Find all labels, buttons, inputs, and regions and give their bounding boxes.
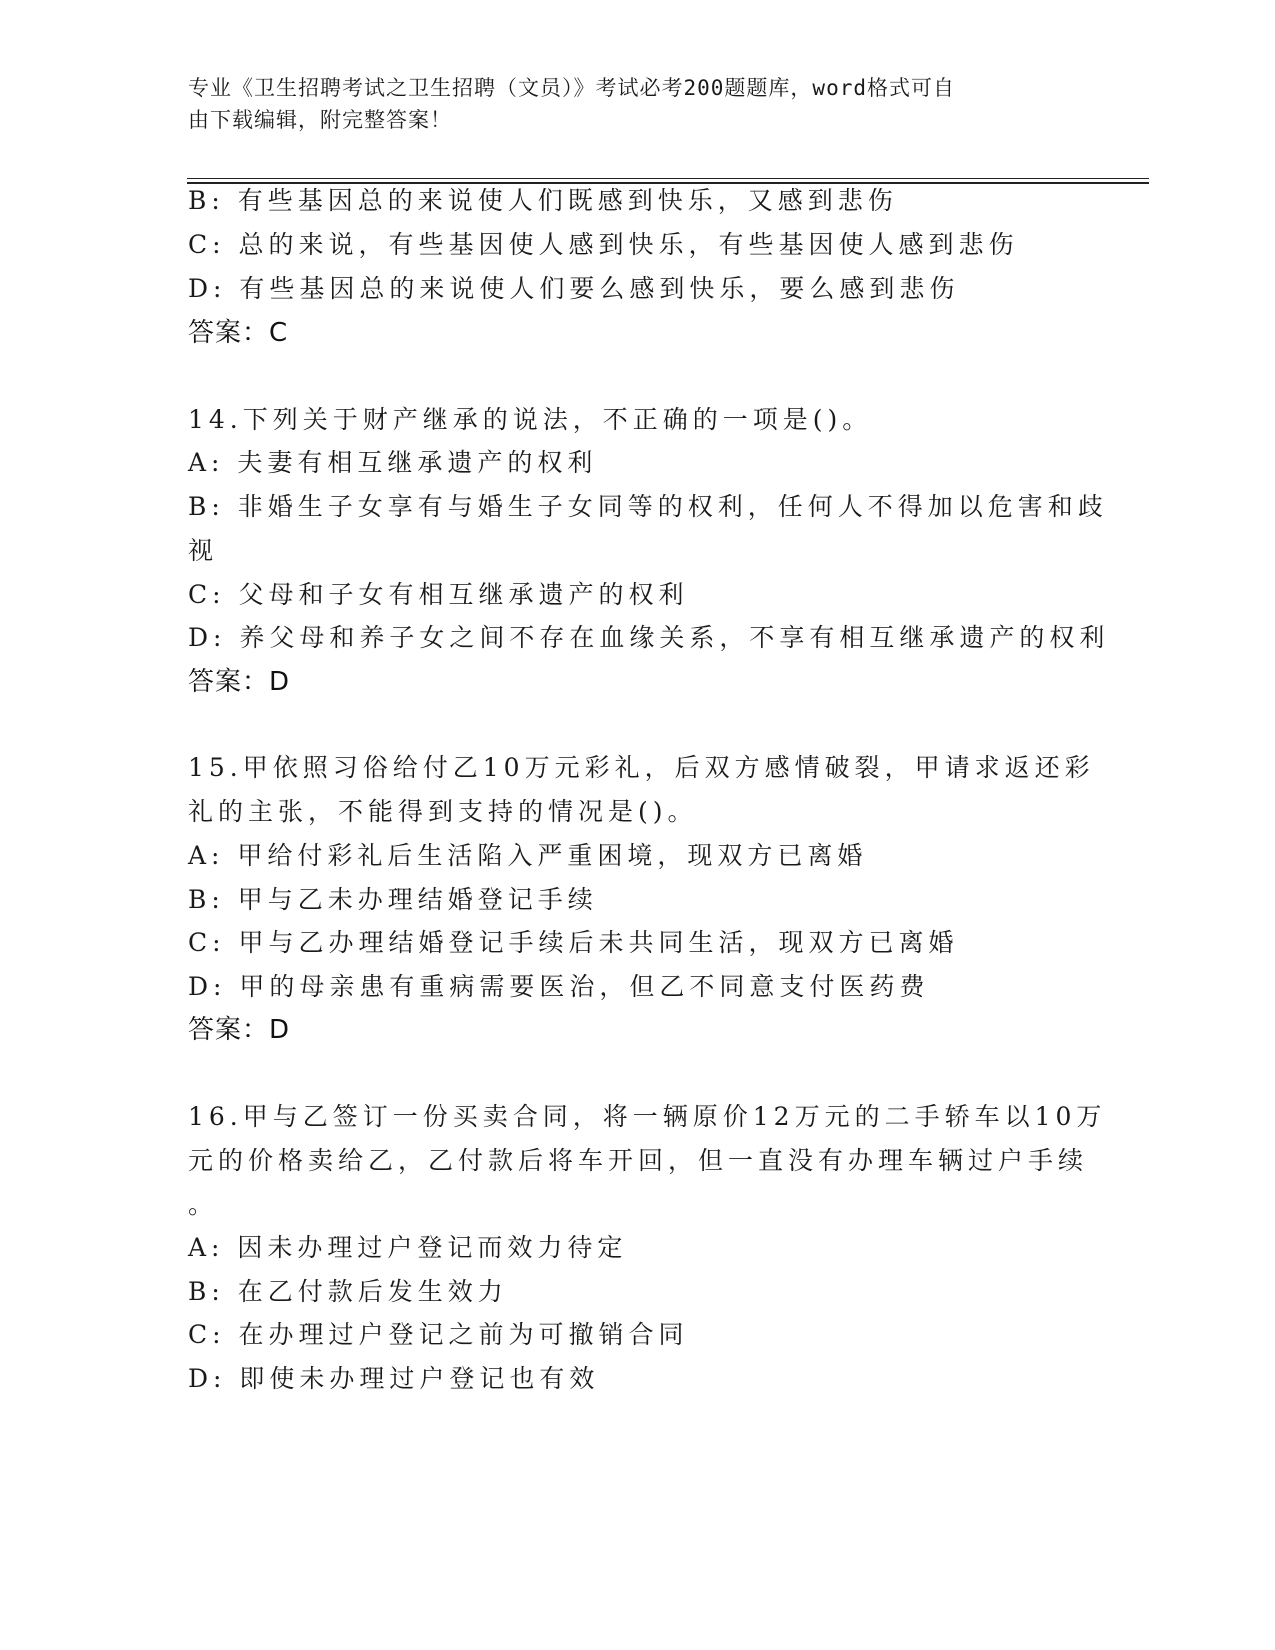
q14-option-b: B: 非婚生子女享有与婚生子女同等的权利，任何人不得加以危害和歧 — [188, 492, 1108, 521]
q15-option-b: B: 甲与乙未办理结婚登记手续 — [188, 885, 598, 914]
q15-stem-line-1: 15.甲依照习俗给付乙10万元彩礼，后双方感情破裂，甲请求返还彩 — [188, 753, 1095, 782]
q15-option-c: C: 甲与乙办理结婚登记手续后未共同生活，现双方已离婚 — [188, 928, 959, 957]
q15-answer: 答案：D — [188, 1015, 291, 1045]
document-header — [188, 72, 1068, 136]
q13-option-b: B: 有些基因总的来说使人们既感到快乐，又感到悲伤 — [188, 186, 898, 215]
q14-option-a: A: 夫妻有相互继承遗产的权利 — [188, 448, 598, 477]
q14-option-d: D: 养父母和养子女之间不存在血缘关系，不享有相互继承遗产的权利 — [188, 623, 1110, 652]
header-divider-bottom — [187, 182, 1149, 184]
q16-option-d: D: 即使未办理过户登记也有效 — [188, 1364, 600, 1393]
q15-stem-line-2: 礼的主张，不能得到支持的情况是()。 — [188, 797, 698, 826]
q14-answer: 答案：D — [188, 667, 291, 697]
header-line-1: 专业《卫生招聘考试之卫生招聘（文员）》考试必考200题题库，word格式可自 — [188, 76, 955, 100]
q14-option-c: C: 父母和子女有相互继承遗产的权利 — [188, 580, 689, 609]
q14-option-b-cont: 视 — [188, 536, 219, 565]
q15-option-d: D: 甲的母亲患有重病需要医治，但乙不同意支付医药费 — [188, 972, 930, 1001]
q16-stem-line-1: 16.甲与乙签订一份买卖合同，将一辆原价12万元的二手轿车以10万 — [188, 1102, 1107, 1131]
header-line-2: 由下载编辑，附完整答案！ — [188, 108, 452, 132]
q13-option-d: D: 有些基因总的来说使人们要么感到快乐，要么感到悲伤 — [188, 274, 960, 303]
q15-option-a: A: 甲给付彩礼后生活陷入严重困境，现双方已离婚 — [188, 841, 868, 870]
q14-stem: 14.下列关于财产继承的说法，不正确的一项是()。 — [188, 405, 873, 434]
q16-stem-line-2: 元的价格卖给乙，乙付款后将车开回，但一直没有办理车辆过户手续 — [188, 1146, 1089, 1175]
q16-option-b: B: 在乙付款后发生效力 — [188, 1277, 508, 1306]
q16-stem-line-3: 。 — [188, 1190, 219, 1219]
header-divider-top — [187, 178, 1149, 179]
q16-option-a: A: 因未办理过户登记而效力待定 — [188, 1233, 628, 1262]
q16-option-c: C: 在办理过户登记之前为可撤销合同 — [188, 1320, 689, 1349]
q13-answer: 答案：C — [188, 318, 289, 348]
q13-option-c: C: 总的来说，有些基因使人感到快乐，有些基因使人感到悲伤 — [188, 230, 1019, 259]
